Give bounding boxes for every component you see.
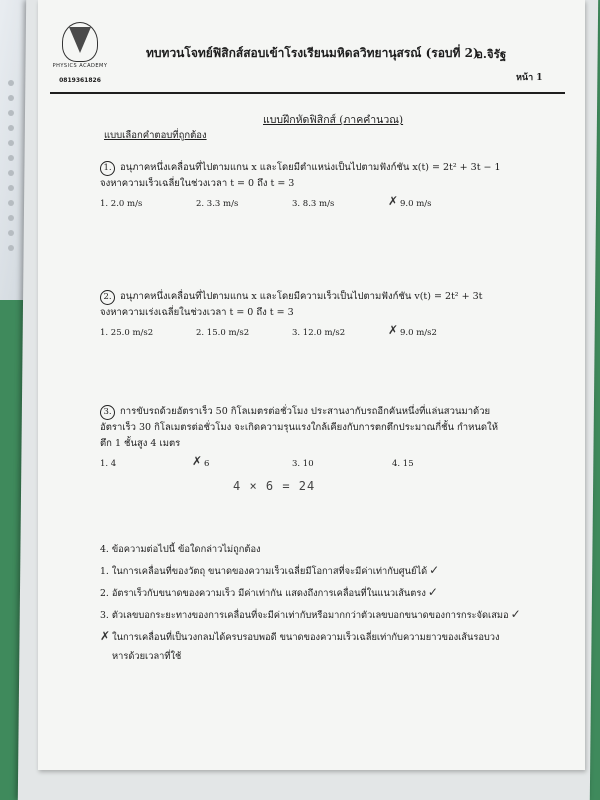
statement-text: 2. อัตราเร็วกับขนาดของความเร็ว มีค่าเท่ากัน แสดงถึงการเคลื่อนที่ในแนวเส้นตรง <box>100 588 426 599</box>
answer-option-marked[interactable] <box>192 454 210 472</box>
answer-options <box>100 456 570 472</box>
question-4 <box>100 540 570 666</box>
logo-name: PHYSICS ACADEMY <box>52 63 108 69</box>
phone-number: 0819361826 <box>59 77 101 84</box>
cross-mark-icon: ✗ <box>388 323 399 337</box>
answer-option[interactable]: 1. 2.0 m/s <box>100 199 143 209</box>
question-line: อัตราเร็ว 30 กิโลเมตรต่อชั่วโมง จะเกิดความรุนแรงใกล้เคียงกับการตกตึกประมาณกี่ชั้น กำหนดให้ <box>100 422 498 433</box>
statement-4[interactable] <box>100 627 570 647</box>
answer-option[interactable]: 4. 15 <box>392 459 414 469</box>
statement-1[interactable] <box>100 561 570 581</box>
question-1 <box>100 160 570 212</box>
statement-text: ในการเคลื่อนที่เป็นวงกลมได้ครบรอบพอดี ขนาดของความเร็วเฉลี่ยเท่ากับความยาวของเส้นรอบวง <box>112 632 500 643</box>
question-line: จงหาความเร็วเฉลี่ยในช่วงเวลา t = 0 ถึง t = 3 <box>100 178 295 189</box>
hole <box>8 185 14 191</box>
question-text: อนุภาคหนึ่งเคลื่อนที่ไปตามแกน x และโดยมีความเร็วเป็นไปตามฟังก์ชัน v(t) = 2t² + 3t <box>120 291 483 302</box>
answer-option[interactable]: 3. 10 <box>292 459 314 469</box>
question-title: 4. ข้อความต่อไปนี้ ข้อใดกล่าวไม่ถูกต้อง <box>100 544 261 555</box>
answer-options <box>100 325 570 341</box>
answer-option[interactable]: 1. 25.0 m/s2 <box>100 328 154 338</box>
answer-option-text: 9.0 m/s <box>400 199 432 209</box>
answer-option[interactable]: 3. 12.0 m/s2 <box>292 328 346 338</box>
teacher-name: อ.จิรัฐ <box>476 47 507 61</box>
question-number-circle: 2. <box>100 290 115 305</box>
check-mark-icon: ✓ <box>427 585 438 599</box>
hole <box>8 155 14 161</box>
hole <box>8 245 14 251</box>
page-number: หน้า 1 <box>516 73 543 83</box>
question-line <box>100 289 570 305</box>
statement-3[interactable] <box>100 605 570 625</box>
statement-text: 1. ในการเคลื่อนที่ของวัตถุ ขนาดของความเร็วเฉลี่ยมีโอกาสที่จะมีค่าเท่ากับศูนย์ได้ <box>100 566 428 577</box>
hole <box>8 80 14 86</box>
statement-text: 3. ตัวเลขบอกระยะทางของการเคลื่อนที่จะมีค่าเท่ากับหรือมากกว่าตัวเลขบอกขนาดของการกระจัดเสมอ <box>100 610 509 621</box>
hole <box>8 125 14 131</box>
answer-option[interactable]: 3. 8.3 m/s <box>292 199 335 209</box>
section-subtitle: แบบเลือกคำตอบที่ถูกต้อง <box>104 130 207 141</box>
handwritten-calculation: 4 × 6 = 24 <box>233 479 316 493</box>
worksheet-title: ทบทวนโจทย์ฟิสิกส์สอบเข้าโรงเรียนมหิดลวิทยานุสรณ์ (รอบที่ 2) <box>146 46 479 60</box>
statement-4-continued: หารด้วยเวลาที่ใช้ <box>112 651 182 662</box>
question-line: ตึก 1 ชั้นสูง 4 เมตร <box>100 438 181 449</box>
question-line <box>100 404 570 420</box>
answer-option-marked[interactable] <box>388 194 432 212</box>
question-number-circle: 3. <box>100 405 115 420</box>
question-text: การขับรถด้วยอัตราเร็ว 50 กิโลเมตรต่อชั่วโมง ประสานงากับรถอีกคันหนึ่งที่แล่นสวนมาด้วย <box>120 406 491 417</box>
answer-options <box>100 196 570 212</box>
check-mark-icon: ✓ <box>510 607 521 621</box>
check-mark-icon: ✓ <box>429 563 440 577</box>
header-divider <box>50 92 565 94</box>
hole <box>8 200 14 206</box>
question-2 <box>100 289 570 341</box>
hole <box>8 215 14 221</box>
cross-mark-icon: ✗ <box>388 194 399 208</box>
hole <box>8 230 14 236</box>
cross-mark-icon: ✗ <box>100 629 111 643</box>
answer-option-marked[interactable] <box>388 323 437 341</box>
worksheet-page <box>38 0 585 770</box>
statement-2[interactable] <box>100 583 570 603</box>
answer-option[interactable]: 2. 3.3 m/s <box>196 199 239 209</box>
cross-mark-icon: ✗ <box>192 454 203 468</box>
physics-academy-logo <box>50 22 110 84</box>
hole <box>8 95 14 101</box>
question-3 <box>100 404 570 472</box>
answer-option-text: 6 <box>204 459 210 469</box>
question-line: จงหาความเร่งเฉลี่ยในช่วงเวลา t = 0 ถึง t = 3 <box>100 307 294 318</box>
hourglass-icon <box>62 22 98 62</box>
hole <box>8 140 14 146</box>
answer-option[interactable]: 1. 4 <box>100 459 117 469</box>
section-title: แบบฝึกหัดฟิสิกส์ (ภาคคำนวณ) <box>263 114 404 126</box>
question-number-circle: 1. <box>100 161 115 176</box>
hole <box>8 170 14 176</box>
answer-option[interactable]: 2. 15.0 m/s2 <box>196 328 250 338</box>
hole <box>8 110 14 116</box>
question-text: อนุภาคหนึ่งเคลื่อนที่ไปตามแกน x และโดยมีตำแหน่งเป็นไปตามฟังก์ชัน x(t) = 2t² + 3t − 1 <box>120 162 501 173</box>
question-line <box>100 160 570 176</box>
binder-holes <box>8 80 14 260</box>
answer-option-text: 9.0 m/s2 <box>400 328 437 338</box>
